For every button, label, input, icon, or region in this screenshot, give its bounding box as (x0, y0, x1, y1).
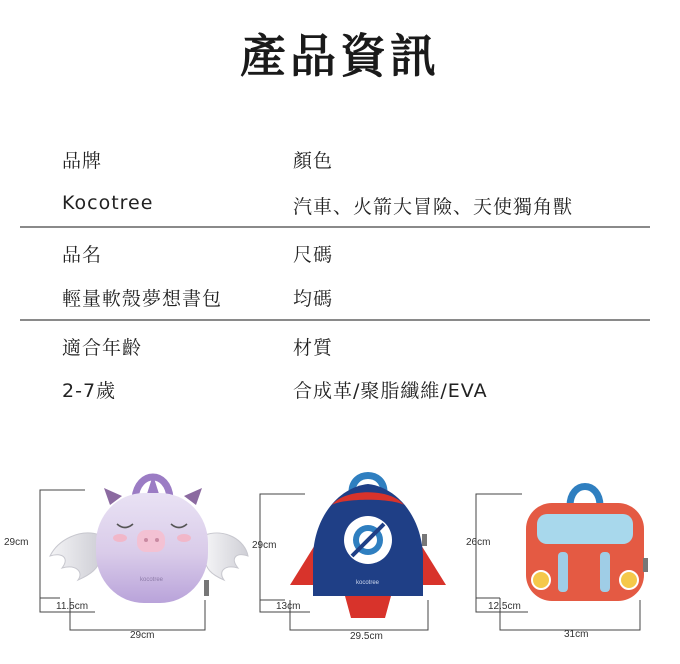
car-right-headlight (620, 571, 638, 589)
age-value: 2-7歲 (62, 380, 117, 402)
rocket-height-label: 29cm (252, 540, 277, 551)
car-windshield (537, 514, 633, 544)
age-label: 適合年齡 (62, 337, 143, 359)
rocket-width-label: 29.5cm (350, 631, 383, 642)
page-title: 產品資訊 (240, 29, 440, 83)
car-stripe (558, 552, 568, 592)
unicorn-nostril (155, 538, 159, 542)
brand-label: 品牌 (62, 150, 103, 172)
color-value: 汽車、火箭大冒險、天使獨角獸 (293, 196, 574, 218)
rocket-depth-label: 13cm (276, 601, 301, 612)
material-value: 合成革/聚脂纖維/EVA (293, 380, 488, 402)
car-left-headlight (532, 571, 550, 589)
car-height-label: 26cm (466, 537, 491, 548)
unicorn-left-cheek (113, 534, 127, 542)
unicorn-right-wing (205, 533, 248, 580)
car-stripe (600, 552, 610, 592)
unicorn-width-label: 29cm (130, 630, 155, 641)
color-label: 顏色 (293, 150, 334, 172)
size-label: 尺碼 (293, 244, 334, 266)
car-depth-label: 12.5cm (488, 601, 521, 612)
rocket-brand-tag: kocotree (356, 580, 380, 586)
car-side-buckle (643, 558, 648, 572)
unicorn-left-wing (50, 533, 100, 580)
unicorn-right-cheek (177, 534, 191, 542)
size-value: 均碼 (293, 288, 334, 310)
brand-value: Kocotree (62, 192, 154, 214)
material-label: 材質 (293, 337, 334, 359)
unicorn-snout (137, 530, 165, 552)
unicorn-side-buckle (204, 580, 209, 596)
unicorn-brand-tag: kocotree (140, 577, 164, 583)
rocket-side-buckle (422, 534, 427, 546)
unicorn-height-label: 29cm (4, 537, 29, 548)
product-name-value: 輕量軟殼夢想書包 (62, 288, 223, 310)
unicorn-nostril (144, 538, 148, 542)
product-name-label: 品名 (62, 244, 103, 266)
car-width-label: 31cm (564, 629, 589, 640)
unicorn-depth-label: 11.5cm (56, 601, 89, 612)
rocket-bottom-flame (345, 596, 391, 618)
